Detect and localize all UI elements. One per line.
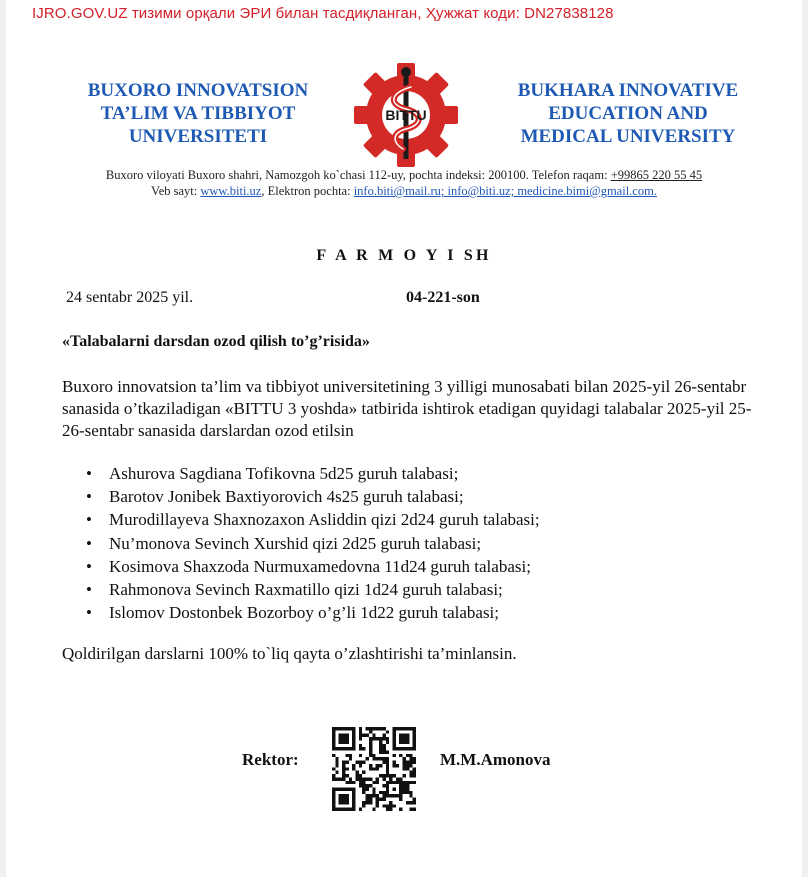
document-page xyxy=(6,0,802,877)
document-title: F A R M O Y I SH xyxy=(316,247,492,264)
email-label: , Elektron pochta: xyxy=(261,184,354,198)
address-line xyxy=(6,167,802,183)
list-item xyxy=(62,485,540,508)
student-entry: Kosimova Shaxzoda Nurmuxamedovna 11d24 guruh talabasi; xyxy=(109,556,531,576)
website-link[interactable]: www.biti.uz xyxy=(200,184,262,198)
document-number: 04-221-son xyxy=(406,289,480,306)
signer-name: M.M.Amonova xyxy=(440,750,551,769)
address-text: Buxoro viloyati Buxoro shahri, Namozgoh ko`chasi 112-uy, pochta indeksi: 200100. Telefon raqam: xyxy=(105,168,611,182)
qr-code-icon[interactable] xyxy=(332,727,416,811)
list-item xyxy=(62,555,540,578)
university-name-uz-line: TA’LIM VA TIBBIYOT xyxy=(100,103,296,124)
university-name-uz-line: BUXORO INNOVATSION xyxy=(87,80,309,101)
university-name-en-line: BUKHARA INNOVATIVE xyxy=(517,80,739,101)
student-entry: Islomov Dostonbek Bozorboy o’g’li 1d22 guruh talabasi; xyxy=(109,603,500,623)
list-item xyxy=(62,462,540,485)
bullet-icon: • xyxy=(86,603,92,623)
university-logo xyxy=(341,63,471,167)
university-name-en-line: EDUCATION AND xyxy=(548,103,708,124)
university-name-uz xyxy=(68,79,328,148)
document-subject: «Talabalarni darsdan ozod qilish to’g’risida» xyxy=(62,333,370,350)
student-entry: Nu’monova Sevinch Xurshid qizi 2d25 guruh talabasi; xyxy=(109,533,482,553)
university-name-en xyxy=(498,79,758,148)
bullet-icon: • xyxy=(86,533,92,553)
phone-number: +99865 220 55 45 xyxy=(610,168,703,182)
university-name-en-line: MEDICAL UNIVERSITY xyxy=(520,126,736,147)
website-label: Veb sayt: xyxy=(151,184,201,198)
bullet-icon: • xyxy=(86,510,92,530)
order-paragraph: Buxoro innovatsion ta’lim va tibbiyot universitetining 3 yilligi munosabati bilan 2025-yil 26-sentabr sanasida o’tkaziladigan «BITTU 3 yoshda» tatbirida ishtirok etadigan quyidagi talabalar 2025-yil 25-26-sentabr sanasida darslardan ozod etilsin xyxy=(62,377,752,440)
email-links[interactable]: info.biti@mail.ru; info@biti.uz; medicine.bimi@gmail.com. xyxy=(353,184,657,198)
logo-text: BITTU xyxy=(385,107,427,123)
closing-instruction: Qoldirilgan darslarni 100% to`liq qayta o’zlashtirishi ta’minlansin. xyxy=(62,644,517,663)
student-entry: Murodillayeva Shaxnozaxon Asliddin qizi 2d24 guruh talabasi; xyxy=(109,510,540,530)
list-item xyxy=(62,508,540,531)
verification-stamp: IJRO.GOV.UZ тизими орқали ЭРИ билан тасдиқланган, Ҳужжат коди: DN27838128 xyxy=(32,5,614,22)
student-entry: Rahmonova Sevinch Raxmatillo qizi 1d24 guruh talabasi; xyxy=(109,580,503,600)
university-name-uz-line: UNIVERSITETI xyxy=(128,126,268,147)
signer-title: Rektor: xyxy=(242,750,299,769)
bullet-icon: • xyxy=(86,464,92,483)
list-item xyxy=(62,532,540,555)
web-contact-line xyxy=(6,183,802,199)
bullet-icon: • xyxy=(86,487,92,507)
bullet-icon: • xyxy=(86,556,92,576)
student-entry: Barotov Jonibek Baxtiyorovich 4s25 guruh talabasi; xyxy=(109,487,464,507)
student-list xyxy=(62,462,540,624)
list-item xyxy=(62,578,540,601)
student-entry: Ashurova Sagdiana Tofikovna 5d25 guruh talabasi; xyxy=(109,464,459,483)
bullet-icon: • xyxy=(86,580,92,600)
list-item xyxy=(62,601,540,624)
document-date: 24 sentabr 2025 yil. xyxy=(66,289,194,306)
